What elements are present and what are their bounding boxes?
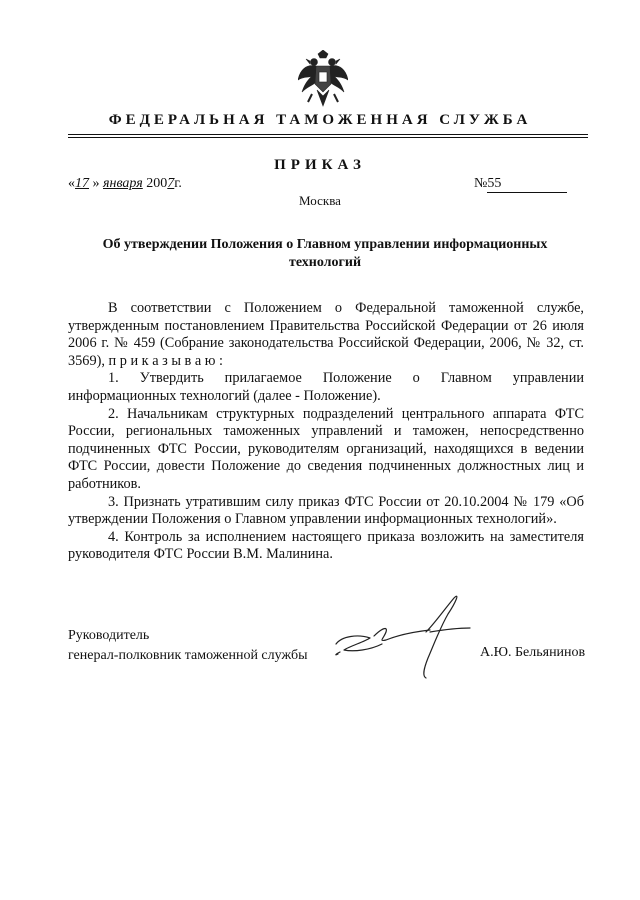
header-rule-double [68,137,588,138]
date-year-prefix: 200 [142,176,168,191]
paragraph-item-4: 4. Контроль за исполнением настоящего приказа возложить на заместителя руководителя ФТС России В.М. Малинина. [68,528,584,563]
agency-name: ФЕДЕРАЛЬНАЯ ТАМОЖЕННАЯ СЛУЖБА [108,112,532,128]
document-title: Об утверждении Положения о Главном управлении информационных технологий [102,237,548,270]
header-rule [68,134,588,135]
date-open-quote: « [68,176,75,191]
date-day: 17 [75,176,89,191]
double-headed-eagle-emblem-icon [298,50,348,108]
document-body [68,300,584,564]
date-year-digit: 7 [167,176,175,191]
position-line-1: Руководитель [68,628,150,643]
position-line-2: генерал-полковник таможенной службы [68,648,308,663]
number-label: № [474,176,488,191]
order-title: ПРИКАЗ [274,157,366,173]
paragraph-item-2: 2. Начальникам структурных подразделений центрального аппарата ФТС России, региональных таможенных управлений и таможен, непосредственно подчиненных ФТС России, руководителям организаций, находящихся в ведении ФТС России, довести Положение до сведения подчиненных должностных лиц и работников. [68,405,584,492]
paragraph-item-1: 1. Утвердить прилагаемое Положение о Главном управлении информационных технологий (далее - Положение). [68,370,584,404]
handwritten-signature-icon [330,592,480,684]
order-date [68,176,182,192]
number-value: 55 [487,176,567,193]
order-city: Москва [299,193,341,208]
order-number [474,176,567,193]
paragraph-item-3: 3. Признать утратившим силу приказ ФТС России от 20.10.2004 № 179 «Об утверждении Положения о Главном управлении информационных технологий». [68,493,584,528]
date-month: января [103,176,143,191]
date-close-quote: » [89,176,103,191]
date-year-suffix: г. [174,176,182,191]
signatory-name: А.Ю. Бельянинов [480,645,586,660]
signatory-position [68,626,307,666]
paragraph-preamble: В соответствии с Положением о Федеральной таможенной службе, утвержденным постановлением Правительства Российской Федерации от 26 июля 2006 г. № 459 (Собрание законодательства Российской Федерации, 2006, № 32, ст. 3569), п р и к а з ы в а ю : [68,300,584,369]
